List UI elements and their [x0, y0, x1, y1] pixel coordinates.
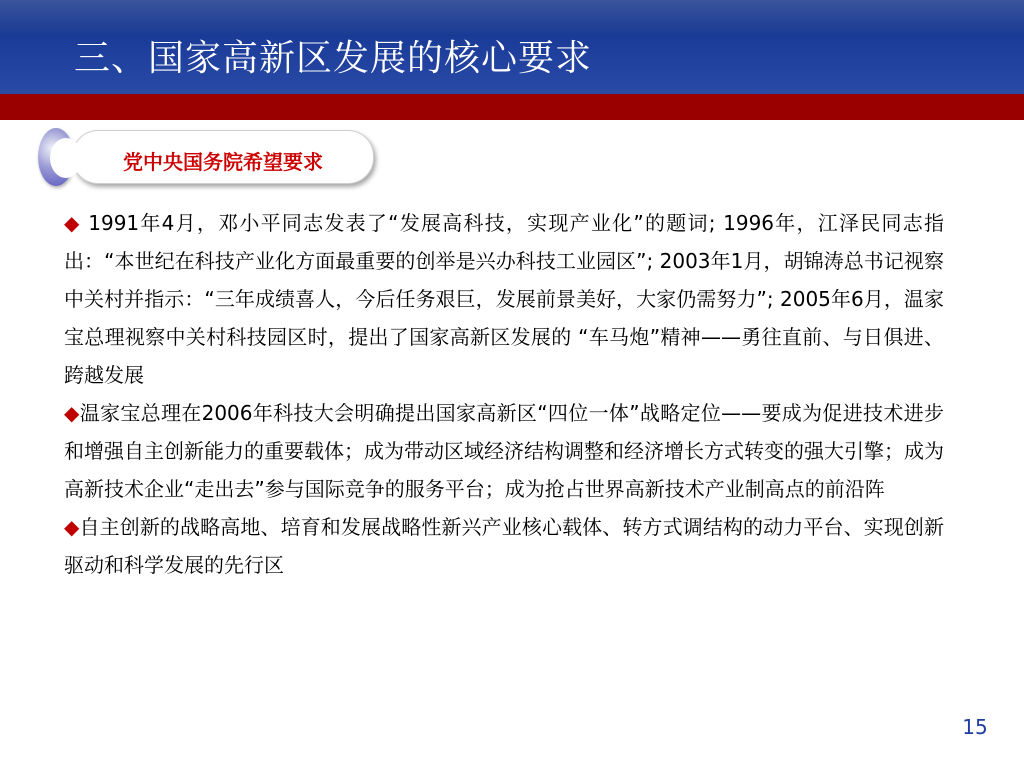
slide-header	[0, 0, 1024, 94]
diamond-bullet-icon: ◆	[64, 211, 81, 235]
section-label-pill	[72, 130, 374, 184]
page-number: 15	[962, 715, 988, 739]
section-label-badge	[38, 126, 378, 188]
section-disc-icon	[38, 128, 74, 186]
slide-body	[64, 204, 944, 584]
paragraph-strategic-highland	[64, 508, 944, 584]
section-label: 党中央国务院希望要求	[123, 150, 323, 174]
paragraph-leaders-statements	[64, 204, 944, 394]
paragraph-text: 自主创新的战略高地、培育和发展战略性新兴产业核心载体、转方式调结构的动力平台、实现创新驱动和科学发展的先行区	[64, 515, 945, 577]
diamond-bullet-icon: ◆	[64, 401, 80, 425]
header-accent-bar	[0, 94, 1024, 120]
paragraph-text: 温家宝总理在2006年科技大会明确提出国家高新区“四位一体”战略定位——要成为促进技术进步和增强自主创新能力的重要载体；成为带动区域经济结构调整和经济增长方式转变的强大引擎；成为高新技术企业“走出去”参与国际竞争的服务平台；成为抢占世界高新技术产业制高点的前沿阵	[64, 401, 944, 501]
section-disc-icon-inner	[50, 138, 82, 178]
paragraph-four-in-one	[64, 394, 944, 508]
paragraph-text: 1991年4月，邓小平同志发表了“发展高科技，实现产业化”的题词; 1996年，江泽民同志指出：“本世纪在科技产业化方面最重要的创举是兴办科技工业园区”; 2003年1月，胡锦涛总书记视察中关村并指示：“三年成绩喜人，今后任务艰巨，发展前景美好，大家仍需努力”; 2005年6月，温家宝总理视察中关村科技园区时，提出了国家高新区发展的 “车马炮”精神——勇往直前、与日俱进、跨越发展	[64, 211, 944, 387]
diamond-bullet-icon: ◆	[64, 515, 80, 539]
slide-title: 三、国家高新区发展的核心要求	[74, 38, 593, 79]
